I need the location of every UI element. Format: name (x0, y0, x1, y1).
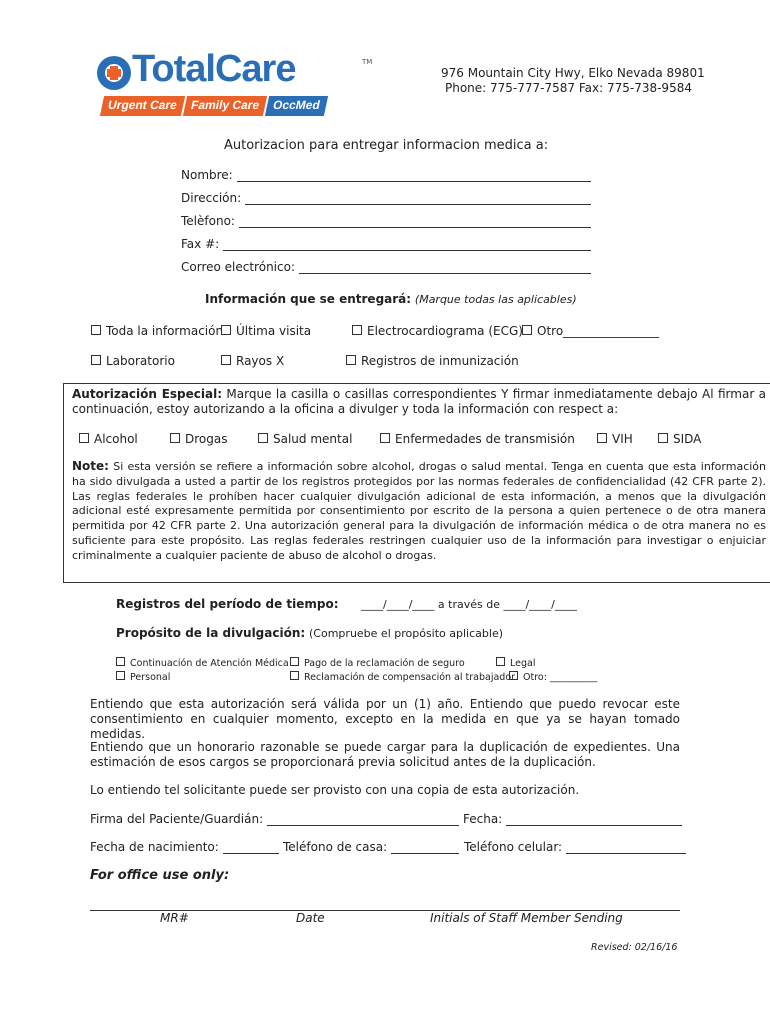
period-label: Registros del período de tiempo: (116, 597, 339, 611)
special-text: Marque la casilla o casillas correspondientes Y firmar inmediatamente debajo Al firmar a continuación, estoy autorizando a la oficina a divulger y toda la información con respect a: (72, 387, 766, 416)
checkbox[interactable] (79, 433, 89, 443)
checkbox[interactable] (116, 657, 125, 666)
checkbox[interactable] (597, 433, 607, 443)
special-opt-sida[interactable]: SIDA (658, 432, 701, 446)
office-heading: For office use only: (90, 868, 230, 883)
checkbox[interactable] (170, 433, 180, 443)
checkbox[interactable] (346, 355, 356, 365)
logo-brand: TotalCare (132, 48, 296, 90)
dob-field[interactable]: Fecha de nacimiento: (90, 840, 279, 854)
phone-fax: Phone: 775-777-7587 Fax: 775-738-9584 (445, 81, 692, 95)
info-hint: (Marque todas las aplicables) (414, 293, 577, 306)
special-opt-salud[interactable]: Salud mental (258, 432, 352, 446)
note-text: Si esta versión se refiere a información sobre alcohol, drogas o salud mental. Tenga en cuenta que esta información ha sido divulgada a usted a partir de los registros protegidos por las normas federales de confidencialidad (42 CFR parte 2). Las reglas federales le prohíben hacer cualquier divulgación adicional de esta información, a menos que la divulgación adicional esté expresamente permitida por consentimiento por escrito de la persona a quien pertenece o de otra manera permitida por 42 CFR parte 2. Una autorización general para la divulgación de información médica o de otra manera no es suficiente para este propósito. Las reglas federales restringen cualquier uso de la información para investigar o enjuiciar criminalmente a cualquier paciente de abuso de alcohol o drogas. (72, 460, 766, 562)
checkbox[interactable] (352, 325, 362, 335)
home-phone-field[interactable]: Teléfono de casa: (283, 840, 459, 854)
checkbox[interactable] (91, 355, 101, 365)
purpose-opt-personal[interactable]: Personal (116, 671, 170, 683)
field-correo[interactable]: Correo electrónico: (181, 260, 591, 274)
special-opt-vih[interactable]: VIH (597, 432, 633, 446)
special-note (72, 459, 766, 564)
logo-tags (102, 96, 325, 116)
info-heading-row (205, 292, 577, 306)
special-title: Autorización Especial: (72, 387, 223, 401)
field-fax[interactable]: Fax #: (181, 237, 591, 251)
office-col-mr: MR# (160, 911, 189, 925)
tag-occmed: OccMed (265, 96, 328, 116)
checkbox[interactable] (290, 671, 299, 680)
info-opt-ultima[interactable]: Última visita (221, 324, 311, 338)
info-opt-laboratorio[interactable]: Laboratorio (91, 354, 175, 368)
purpose-opt-otro[interactable]: Otro: __________ (509, 671, 597, 683)
checkbox[interactable] (91, 325, 101, 335)
office-col-date: Date (296, 911, 325, 925)
checkbox[interactable] (509, 671, 518, 680)
info-opt-ecg[interactable]: Electrocardiograma (ECG) (352, 324, 523, 338)
special-intro (72, 387, 766, 417)
info-opt-inmunizacion[interactable]: Registros de inmunización (346, 354, 519, 368)
info-opt-toda[interactable]: Toda la información (91, 324, 223, 338)
checkbox[interactable] (658, 433, 668, 443)
checkbox[interactable] (258, 433, 268, 443)
field-nombre[interactable]: Nombre: (181, 168, 591, 182)
address: 976 Mountain City Hwy, Elko Nevada 89801 (441, 66, 705, 80)
checkbox[interactable] (116, 671, 125, 680)
purpose-hint: (Compruebe el propósito aplicable) (309, 627, 503, 640)
period-value[interactable]: ____/____/____ a través de ____/____/____ (361, 598, 577, 611)
checkbox[interactable] (221, 355, 231, 365)
checkbox[interactable] (380, 433, 390, 443)
checkbox[interactable] (496, 657, 505, 666)
statement-fee: Entiendo que un honorario razonable se puede cargar para la duplicación de expedientes. Una estimación de esos cargos se proporcionará previa solicitud antes de la duplicación. (90, 740, 680, 769)
info-opt-otro[interactable]: Otro________________ (522, 324, 659, 338)
checkbox[interactable] (522, 325, 532, 335)
info-opt-rayos[interactable]: Rayos X (221, 354, 284, 368)
purpose-opt-compensacion[interactable]: Reclamación de compensación al trabajador (290, 671, 515, 683)
release-heading: Autorizacion para entregar informacion medica a: (224, 138, 549, 153)
date-field[interactable]: Fecha: (463, 812, 682, 826)
statement-copy: Lo entiendo tel solicitante puede ser provisto con una copia de esta autorización. (90, 783, 580, 797)
field-telefono[interactable]: Telèfono: (181, 214, 591, 228)
purpose-opt-legal[interactable]: Legal (496, 657, 535, 669)
purpose-opt-continuacion[interactable]: Continuación de Atención Médica (116, 657, 289, 669)
tag-urgent-care: Urgent Care (100, 96, 185, 116)
field-direccion[interactable]: Dirección: (181, 191, 591, 205)
checkbox[interactable] (290, 657, 299, 666)
purpose-opt-pago[interactable]: Pago de la reclamación de seguro (290, 657, 465, 669)
logo (96, 48, 386, 120)
purpose-label: Propósito de la divulgación: (116, 626, 306, 640)
cell-phone-field[interactable]: Teléfono celular: (464, 840, 686, 854)
statement-validity: Entiendo que esta autorización será válida por un (1) año. Entiendo que puedo revocar este consentimiento en cualquier momento, excepto en la medida en que ya se hayan tomado medidas. (90, 697, 680, 741)
info-heading: Información que se entregará: (205, 292, 412, 306)
tag-family-care: Family Care (183, 96, 267, 116)
logo-tm: TM (362, 58, 373, 66)
purpose-heading-row (116, 626, 503, 640)
checkbox[interactable] (221, 325, 231, 335)
revised-date: Revised: 02/16/16 (591, 942, 678, 953)
note-label: Note: (72, 459, 109, 473)
office-col-initials: Initials of Staff Member Sending (430, 911, 623, 925)
signature-row[interactable]: Firma del Paciente/Guardián: (90, 812, 459, 826)
special-opt-drogas[interactable]: Drogas (170, 432, 227, 446)
special-opt-enfermedades[interactable]: Enfermedades de transmisión (380, 432, 575, 446)
special-opt-alcohol[interactable]: Alcohol (79, 432, 138, 446)
